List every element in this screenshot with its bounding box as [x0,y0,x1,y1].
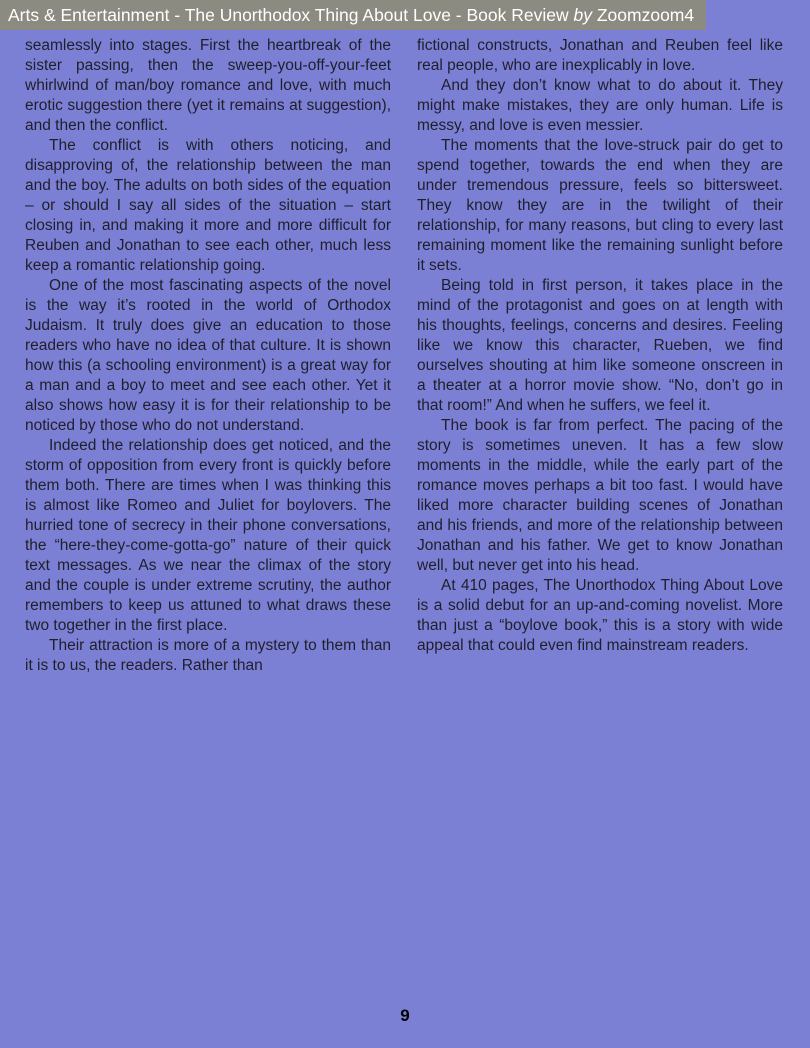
page-header [0,0,706,30]
paragraph: Indeed the relationship does get noticed, and the storm of opposition from every front is quickly before them both. There are times when I was thinking this is almost like Romeo and Juliet for boylovers. The hurried tone of secrecy in their phone conversations, the “here-they-come-gotta-go” nature of their quick text messages. As we near the climax of the story and the couple is under extreme scrutiny, the author remembers to keep us attuned to what draws these two together in the first place. [25,437,391,634]
paragraph: The book is far from perfect. The pacing of the story is sometimes uneven. It has a few slow moments in the middle, while the early part of the romance moves perhaps a bit too fast. I would have liked more character building scenes of Jonathan and his friends, and more of the relationship between Jonathan and his father. We get to know Jonathan well, but never get into his head. [417,417,783,574]
paragraph: The moments that the love-struck pair do get to spend together, towards the end when they are under tremendous pressure, feels so bittersweet. They know they are in the twilight of their relationship, for many reasons, but cling to every last remaining moment like the remaining sunlight before it sets. [417,137,783,274]
paragraph: seamlessly into stages. First the heartbreak of the sister passing, then the sweep-you-off-your-feet whirlwind of man/boy romance and love, with much erotic suggestion there (yet it remains at suggestion), and then the conflict. [25,37,391,134]
column-right [417,36,783,676]
column-left [25,36,391,676]
header-title: Arts & Entertainment - The Unorthodox Thing About Love - Book Review [8,5,569,25]
paragraph: fictional constructs, Jonathan and Reuben feel like real people, who are inexplicably in love. [417,37,783,74]
header-author: Zoomzoom4 [596,5,695,25]
paragraph: One of the most fascinating aspects of the novel is the way it’s rooted in the world of Orthodox Judaism. It truly does give an education to those readers who have no idea of that culture. It is shown how this (a schooling environment) is a great way for a man and a boy to meet and see each other. Yet it also shows how easy it is for their relationship to be noticed by those who do not understand. [25,277,391,434]
paragraph: Their attraction is more of a mystery to them than it is to us, the readers. Rather than [25,637,391,674]
paragraph: Being told in first person, it takes place in the mind of the protagonist and goes on at length with his thoughts, feelings, concerns and desires. Feeling like we know this character, Rueben, we find ourselves shouting at him like someone onscreen in a theater at a horror movie show. “No, don’t go in that room!” And when he suffers, we feel it. [417,277,783,414]
paragraph: The conflict is with others noticing, and disapproving of, the relationship between the man and the boy. The adults on both sides of the equation – or should I say all sides of the situation – start closing in, and making it more and more difficult for Reuben and Jonathan to see each other, much less keep a romantic relationship going. [25,137,391,274]
paragraph: At 410 pages, The Unorthodox Thing About Love is a solid debut for an up-and-coming novelist. More than just a “boylove book,” this is a story with wide appeal that could even find mainstream readers. [417,577,783,654]
paragraph: And they don’t know what to do about it. They might make mistakes, they are only human. Life is messy, and love is even messier. [417,77,783,134]
header-byline-word: by [573,5,592,25]
review-article [25,36,783,676]
page-number: 9 [400,1006,410,1025]
